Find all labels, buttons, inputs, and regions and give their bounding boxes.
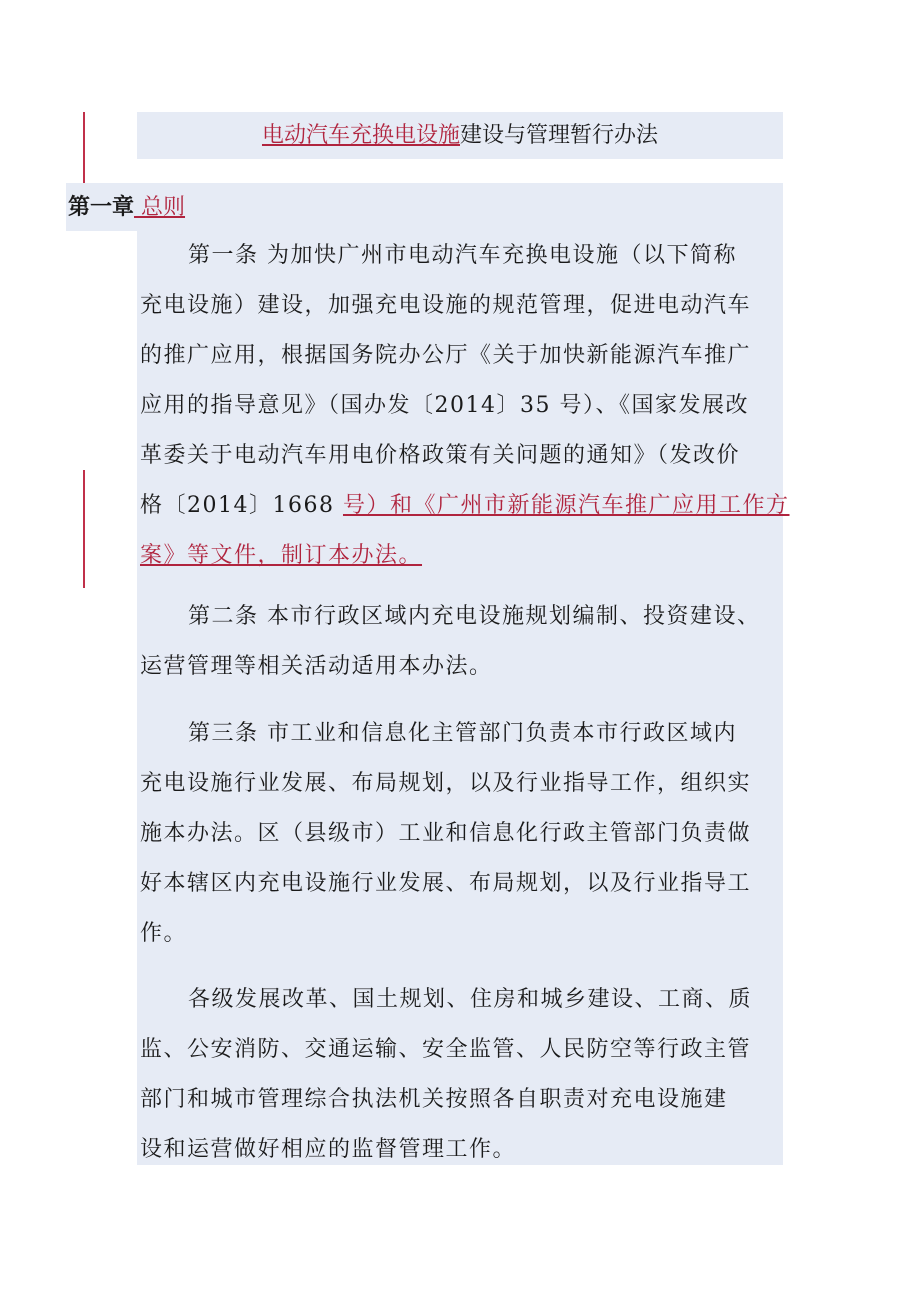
- article-3-paragraph-2: [140, 975, 783, 1175]
- title-rest-text: 建设与管理暂行办法: [460, 123, 659, 148]
- article-line: 充电设施）建设，加强充电设施的规范管理，促进电动汽车: [140, 293, 752, 318]
- chapter-heading: [68, 190, 185, 221]
- article-2: [140, 592, 783, 692]
- revision-marker-middle: [83, 470, 85, 588]
- article-line: 作。: [140, 921, 188, 946]
- article-line: 充电设施行业发展、布局规划，以及行业指导工作，组织实: [140, 771, 752, 796]
- article-line: 设和运营做好相应的监督管理工作。: [140, 1137, 517, 1162]
- article-line: 部门和城市管理综合执法机关按照各自职责对充电设施建: [140, 1087, 728, 1112]
- article-line-highlight: 号）和《广州市新能源汽车推广应用工作方: [342, 493, 790, 518]
- document-title: [137, 112, 783, 159]
- article-line: [140, 481, 790, 531]
- chapter-name: 总则: [134, 195, 186, 220]
- article-line: 第三条 市工业和信息化主管部门负责本市行政区域内: [188, 721, 737, 746]
- chapter-label: 第一章: [68, 195, 135, 220]
- article-1: [140, 231, 790, 581]
- article-line: 第一条 为加快广州市电动汽车充换电设施（以下简称: [188, 243, 737, 268]
- article-line: 应用的指导意见》（国办发〔2014〕35 号）、《国家发展改: [140, 393, 749, 418]
- article-line: 的推广应用，根据国务院办公厅《关于加快新能源汽车推广: [140, 343, 752, 368]
- article-line: 好本辖区内充电设施行业发展、布局规划，以及行业指导工: [140, 871, 752, 896]
- article-line: 施本办法。区（县级市）工业和信息化行政主管部门负责做: [140, 821, 752, 846]
- article-line: [140, 531, 783, 581]
- article-line: 第二条 本市行政区域内充电设施规划编制、投资建设、: [188, 604, 761, 629]
- article-line-highlight: 案》等文件，制订本办法。: [140, 543, 423, 568]
- title-accent-text: 电动汽车充换电设施: [261, 123, 460, 148]
- article-line: 运营管理等相关活动适用本办法。: [140, 654, 493, 679]
- article-line-plain: 格〔2014〕1668: [140, 493, 343, 518]
- article-line: 监、公安消防、交通运输、安全监管、人民防空等行政主管: [140, 1037, 752, 1062]
- article-3: [140, 709, 783, 959]
- article-line: 革委关于电动汽车用电价格政策有关问题的通知》（发改价: [140, 443, 741, 468]
- article-line: 各级发展改革、国土规划、住房和城乡建设、工商、质: [188, 987, 753, 1012]
